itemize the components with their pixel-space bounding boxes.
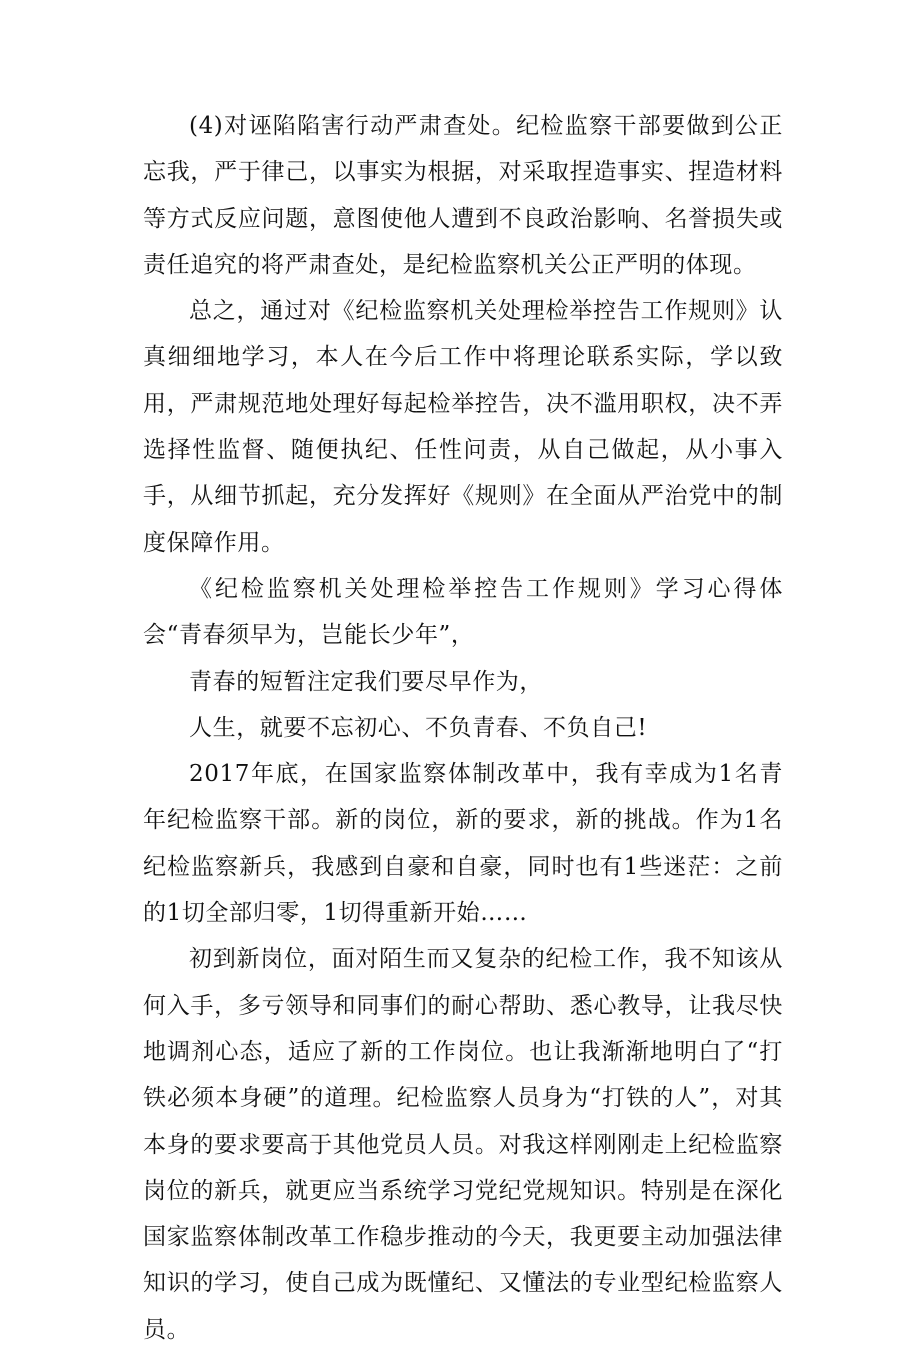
document-body [143,103,783,1353]
paragraph-life-line: 人生，就要不忘初心、不负青春、不负自己! [189,714,648,741]
paragraph-conclusion: 总之，通过对《纪检监察机关处理检举控告工作规则》认真细细地学习，本人在今后工作中将理论联系实际，学以致用，严肃规范地处理好每起检举控告，决不滥用职权，决不弄选择性监督、随便执纪、任性问责，从自己做起，从小事入手，从细节抓起，充分发挥好《规则》在全面从严治党中的制度保障作用。 [143,298,783,556]
paragraph-new-post-2017: 2017年底，在国家监察体制改革中，我有幸成为1名青年纪检监察干部。新的岗位，新的要求，新的挑战。作为1名纪检监察新兵，我感到自豪和自豪，同时也有1些迷茫：之前的1切全部归零，1切得重新开始…… [143,761,783,927]
paragraph-learning: 初到新岗位，面对陌生而又复杂的纪检工作，我不知该从何入手，多亏领导和同事们的耐心帮助、悉心教导，让我尽快地调剂心态，适应了新的工作岗位。也让我渐渐地明白了“打铁必须本身硬”的道理。纪检监察人员身为“打铁的人”，对其本身的要求要高于其他党员人员。对我这样刚刚走上纪检监察岗位的新兵，就更应当系统学习党纪党规知识。特别是在深化国家监察体制改革工作稳步推动的今天，我更要主动加强法律知识的学习，使自己成为既懂纪、又懂法的专业型纪检监察人员。 [143,946,783,1343]
paragraph-false-accusation: (4)对诬陷陷害行动严肃查处。纪检监察干部要做到公正忘我，严于律己，以事实为根据，对采取捏造事实、捏造材料等方式反应问题，意图使他人遭到不良政治影响、名誉损失或责任追究的将严肃查处，是纪检监察机关公正严明的体现。 [143,113,783,278]
paragraph-essay-title: 《纪检监察机关处理检举控告工作规则》学习心得体会“青春须早为，岂能长少年”， [143,575,783,649]
paragraph-youth-line: 青春的短暂注定我们要尽早作为， [189,668,543,695]
